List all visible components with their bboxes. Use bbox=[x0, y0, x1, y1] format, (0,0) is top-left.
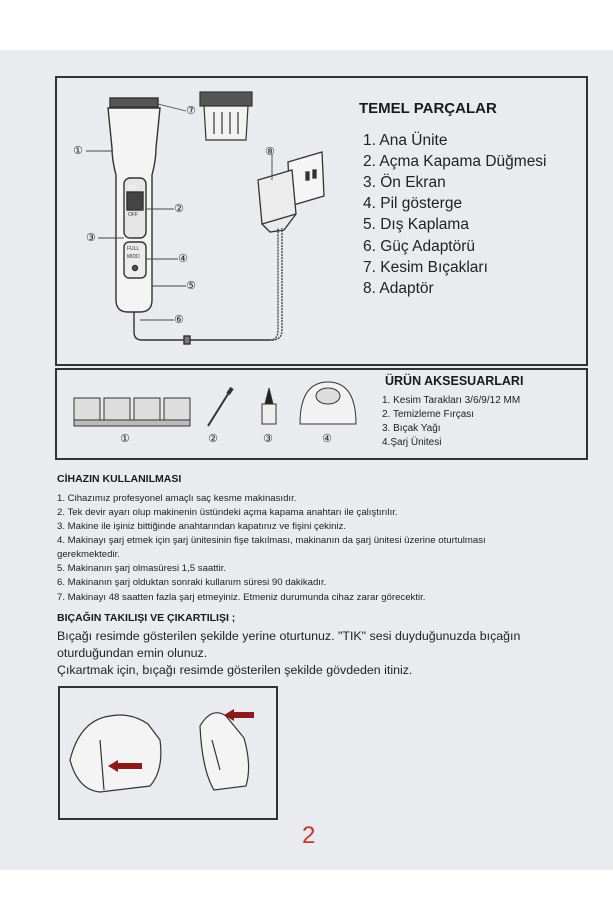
acc-callout-4: ④ bbox=[322, 432, 332, 445]
part-item: 7. Kesim Bıçakları bbox=[363, 259, 488, 276]
switch-slider bbox=[127, 192, 143, 210]
device-label-off: OFF bbox=[128, 212, 138, 218]
blade-line: Çıkartmak için, bıçağı resimde gösterilen şekilde gövdeden itiniz. bbox=[57, 663, 413, 677]
clipper-blade-top bbox=[110, 98, 158, 107]
blade-line: Bıçağı resimde gösterilen şekilde yerine oturtunuz. "TIK" sesi duyduğunuzda bıçağın bbox=[57, 629, 521, 643]
comb-illustrations bbox=[74, 398, 190, 426]
usage-line: 2. Tek devir ayarı olup makinenin üstündeki açma kapama anahtarı ile çalıştırılır. bbox=[57, 507, 398, 518]
device-label-midd: MIDD bbox=[127, 254, 140, 260]
adapter-illustration bbox=[258, 152, 324, 232]
acc-callout-2: ② bbox=[208, 432, 218, 445]
accessory-item: 1. Kesim Tarakları 3/6/9/12 MM bbox=[382, 395, 521, 406]
part-item: 6. Güç Adaptörü bbox=[363, 238, 476, 255]
callout-4: ④ bbox=[178, 252, 188, 265]
blade-line: oturduğundan emin olunuz. bbox=[57, 646, 208, 660]
usage-line: 5. Makinanın şarj olmasüresi 1,5 saattir. bbox=[57, 563, 227, 574]
usage-line: gerekmektedir. bbox=[57, 549, 120, 560]
part-item: 4. Pil gösterge bbox=[363, 195, 463, 212]
callout-2: ② bbox=[174, 202, 184, 215]
usage-line: 7. Makinayı 48 saatten fazla şarj etmeyiniz. Etmeniz durumunda cihaz zarar görecektir. bbox=[57, 592, 426, 603]
usage-line: 3. Makine ile işiniz bittiğinde anahtarından kapatınız ve fişini çekiniz. bbox=[57, 521, 347, 532]
callout-8: ⑧ bbox=[265, 145, 275, 158]
page-number: 2 bbox=[302, 822, 316, 849]
usage-line: 1. Cihazımız profesyonel amaçlı saç kesme makinasıdır. bbox=[57, 493, 297, 504]
accessory-item: 4.Şarj Ünitesi bbox=[382, 437, 442, 448]
part-item: 2. Açma Kapama Düğmesi bbox=[363, 153, 547, 170]
callout-1: ① bbox=[73, 144, 83, 157]
cable-plug bbox=[184, 336, 190, 344]
accessory-item: 3. Bıçak Yağı bbox=[382, 423, 441, 434]
part-item: 1. Ana Ünite bbox=[363, 132, 448, 149]
oil-bottle-illustration bbox=[262, 388, 276, 424]
blade-title: BIÇAĞIN TAKILIŞI VE ÇIKARTILIŞI ; bbox=[57, 612, 236, 624]
callout-3: ③ bbox=[86, 231, 96, 244]
blade-illustration bbox=[200, 92, 252, 140]
battery-indicator-led bbox=[133, 266, 138, 271]
part-item: 5. Dış Kaplama bbox=[363, 216, 469, 233]
callout-5: ⑤ bbox=[186, 279, 196, 292]
power-cable bbox=[134, 312, 270, 340]
usage-line: 4. Makinayı şarj etmek için şarj ünitesinin fişe takılması, makinanın da şarj ünitesi üzerine oturtulması bbox=[57, 535, 486, 546]
usage-title: CİHAZIN KULLANILMASI bbox=[57, 473, 182, 485]
callout-7: ⑦ bbox=[186, 104, 196, 117]
accessories-title: ÜRÜN AKSESUARLARI bbox=[385, 374, 524, 388]
acc-callout-1: ① bbox=[120, 432, 130, 445]
part-item: 3. Ön Ekran bbox=[363, 174, 446, 191]
brush-illustration bbox=[208, 388, 232, 426]
charging-stand-illustration bbox=[300, 382, 356, 424]
part-item: 8. Adaptör bbox=[363, 280, 434, 297]
callout-6: ⑥ bbox=[174, 313, 184, 326]
device-label-on: ON bbox=[128, 185, 136, 191]
device-label-full: FULL bbox=[127, 246, 140, 252]
blade-illustration-frame bbox=[58, 686, 278, 820]
accessory-item: 2. Temizleme Fırçası bbox=[382, 409, 475, 420]
usage-line: 6. Makinanın şarj olduktan sonraki kullanım süresi 90 dakikadır. bbox=[57, 577, 327, 588]
parts-title: TEMEL PARÇALAR bbox=[359, 100, 497, 117]
acc-callout-3: ③ bbox=[263, 432, 273, 445]
clipper-illustration bbox=[108, 98, 282, 344]
